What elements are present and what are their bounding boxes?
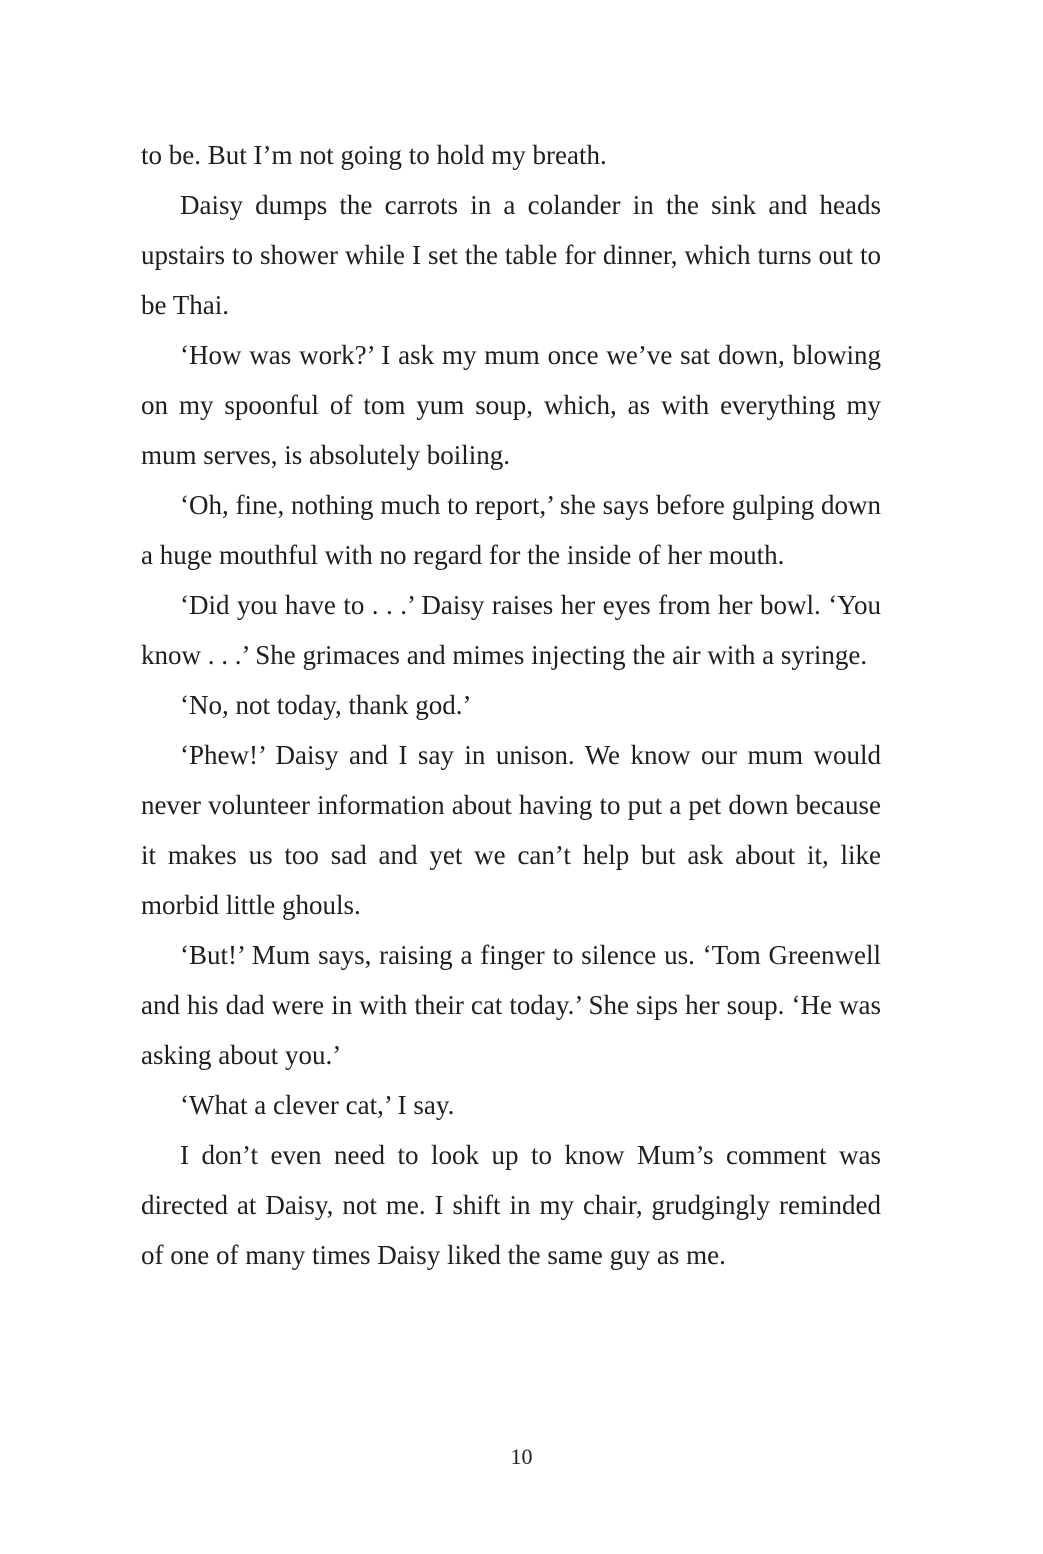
- paragraph: ‘Phew!’ Daisy and I say in unison. We know our mum would never volunteer information about having to put a pet down because it makes us too sad and yet we can’t help but ask about it, like morbid little ghouls.: [141, 740, 881, 920]
- paragraph-continuation: to be. But I’m not going to hold my breath.: [141, 140, 607, 170]
- paragraph: Daisy dumps the carrots in a colander in the sink and heads upstairs to shower while I set the table for dinner, which turns out to be Thai.: [141, 190, 881, 320]
- body-text: [141, 130, 881, 1280]
- paragraph: ‘No, not today, thank god.’: [180, 690, 472, 720]
- paragraph: ‘But!’ Mum says, raising a finger to silence us. ‘Tom Greenwell and his dad were in with their cat today.’ She sips her soup. ‘He was asking about you.’: [141, 940, 881, 1070]
- paragraph: ‘Did you have to . . .’ Daisy raises her eyes from her bowl. ‘You know . . .’ She grimaces and mimes injecting the air with a syringe.: [141, 590, 881, 670]
- paragraph: ‘What a clever cat,’ I say.: [180, 1090, 455, 1120]
- paragraph: ‘Oh, fine, nothing much to report,’ she says before gulping down a huge mouthful with no regard for the inside of her mouth.: [141, 490, 881, 570]
- page-number: 10: [510, 1444, 533, 1469]
- paragraph: ‘How was work?’ I ask my mum once we’ve sat down, blowing on my spoonful of tom yum soup, which, as with everything my mum serves, is absolutely boiling.: [141, 340, 881, 470]
- paragraph: I don’t even need to look up to know Mum’s comment was directed at Daisy, not me. I shift in my chair, grudgingly reminded of one of many times Daisy liked the same guy as me.: [141, 1140, 881, 1270]
